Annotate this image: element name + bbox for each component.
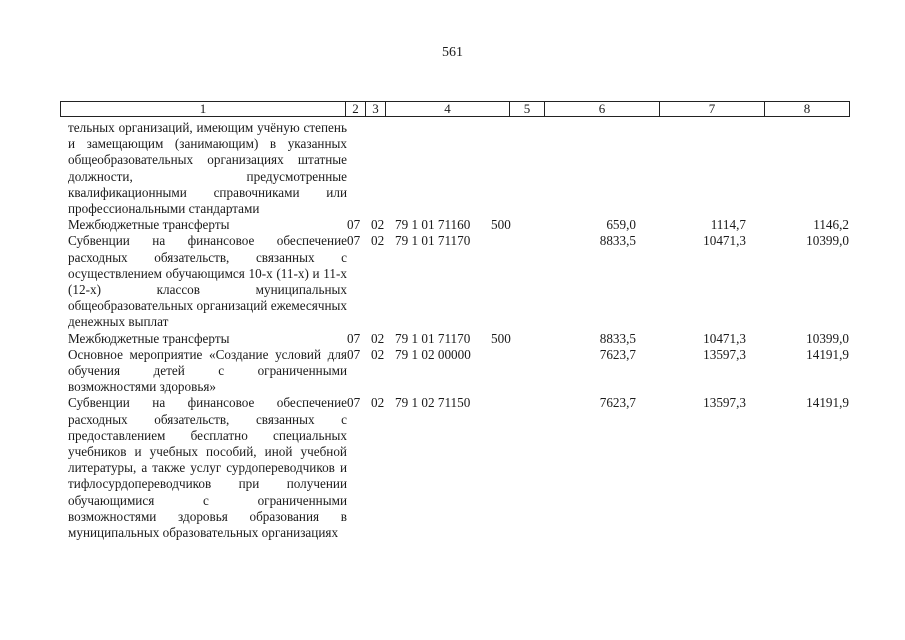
row-amount-8: 14191,9 [806,346,849,362]
table-row [68,217,849,233]
row-expense-type [491,120,525,217]
row-amount-6: 659,0 [606,217,636,233]
row-expense-type [491,395,525,541]
row-section: 07 [347,395,361,411]
row-target-article: 79 1 01 71170 [395,330,471,346]
row-subsection: 02 [371,217,385,233]
row-subsection: 02 [371,330,385,346]
column-header-6: 6 [545,102,660,117]
row-amount-6: 7623,7 [599,346,636,362]
row-target-article: 79 1 01 71170 [395,233,471,249]
column-header-8: 8 [765,102,850,117]
column-header-3: 3 [366,102,386,117]
column-header-row [60,101,850,117]
row-amount-7: 10471,3 [703,330,746,346]
row-amount-7 [636,120,746,217]
row-amount-6 [525,120,636,217]
row-section: 07 [347,346,361,362]
row-expense-type: 500 [491,217,511,233]
row-target-article [395,120,491,217]
row-target-article: 79 1 01 71160 [395,217,471,233]
row-target-article: 79 1 02 00000 [395,346,471,362]
table-row [68,347,849,396]
row-amount-7: 1114,7 [710,217,746,233]
column-header-4: 4 [386,102,510,117]
column-header-5: 5 [510,102,545,117]
row-subsection: 02 [371,346,385,362]
column-header-7: 7 [660,102,765,117]
row-amount-8: 1146,2 [813,217,849,233]
row-amount-6: 8833,5 [599,233,636,249]
row-subsection: 02 [371,395,385,411]
table-row [68,233,849,330]
row-amount-6: 7623,7 [599,395,636,411]
table-row [68,395,849,541]
row-target-article: 79 1 02 71150 [395,395,471,411]
row-subsection [371,120,395,217]
row-name: Субвенции на финансовое обеспечение расходных обязательств, связанных с осуществлением обучающимся 10-х (11-х) и 11-х (12-х) классов муниципальных общеобразовательных организаций ежемесячных денежных выплат [68,233,347,330]
row-name: Межбюджетные трансферты [68,217,230,233]
row-name: тельных организаций, имеющим учёную степень и замещающим (занимающим) в указанных общеобразовательных организациях штатные должности, предусмотренные квалификационными справочниками или профессиональными стандартами [68,120,347,217]
row-subsection: 02 [371,233,385,249]
budget-table [68,120,849,541]
row-expense-type [491,233,525,330]
row-name: Субвенции на финансовое обеспечение расходных обязательств, связанных с предоставлением бесплатно специальных учебников и учебных пособий, иной учебной литературы, а также услуг сурдопереводчиков и тифлосурдопереводчиков при получении обучающимися с ограниченными возможностями здоровья образования в муниципальных образовательных организациях [68,395,347,541]
row-amount-8 [746,120,849,217]
column-header-1: 1 [61,102,346,117]
row-section: 07 [347,217,361,233]
row-amount-8: 10399,0 [806,233,849,249]
row-expense-type [491,347,525,396]
row-section [347,120,371,217]
row-amount-7: 10471,3 [703,233,746,249]
row-amount-6: 8833,5 [599,330,636,346]
row-name: Межбюджетные трансферты [68,330,230,346]
table-row [68,331,849,347]
row-amount-8: 14191,9 [806,395,849,411]
row-expense-type: 500 [491,330,511,346]
row-section: 07 [347,330,361,346]
page-number: 561 [442,45,463,60]
table-row [68,120,849,217]
row-amount-8: 10399,0 [806,330,849,346]
row-name: Основное мероприятие «Создание условий для обучения детей с ограниченными возможностями здоровья» [68,346,347,395]
row-section: 07 [347,233,361,249]
row-amount-7: 13597,3 [703,395,746,411]
column-header-2: 2 [346,102,366,117]
row-amount-7: 13597,3 [703,346,746,362]
